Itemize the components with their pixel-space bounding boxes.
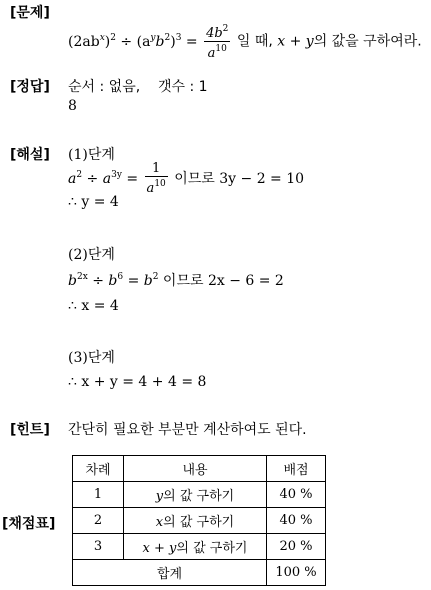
rubric-row-score: 40 %: [267, 508, 326, 534]
rubric-row-score: 20 %: [267, 534, 326, 560]
rubric-row-content: x의 값 구하기: [124, 508, 267, 534]
answer-order: 순서 : 없음,: [68, 79, 141, 95]
hint-label: [힌트]: [10, 422, 50, 438]
step2-title: (2)단계: [68, 247, 115, 263]
rubric-header-row: [73, 456, 326, 482]
rubric-label: [채점표]: [2, 516, 56, 532]
rubric-row-content: y의 값 구하기: [124, 482, 267, 508]
solution-label: [해설]: [10, 147, 50, 163]
problem-statement: [68, 22, 422, 61]
rubric-row-no: 2: [73, 508, 124, 534]
table-row: [73, 534, 326, 560]
step1-line1: $a^2 \div a^{3y}$ = $\frac{1}{a^{10}}$ 이므로 3y − 2 = 10: [68, 161, 305, 196]
problem-target-expr: x + y: [277, 33, 314, 50]
step3-conclusion: ∴ x + y = 4 + 4 = 8: [68, 374, 207, 390]
rubric-total-score: 100 %: [267, 560, 326, 586]
problem-expr: $(2ab^x)^2 \div (a^yb^2)^3$ =: [68, 32, 198, 50]
answer-value: 8: [68, 98, 77, 114]
step2-line1: $b^{2x} \div b^6 = b^2$ 이므로 2x − 6 = 2: [68, 272, 284, 289]
rubric-total-label: 합계: [73, 560, 267, 586]
rubric-header-no: 차례: [73, 456, 124, 482]
step1-fraction: $\frac{1}{a^{10}}$: [146, 161, 166, 196]
rubric-row-no: 1: [73, 482, 124, 508]
rubric-total-row: [73, 560, 326, 586]
step1-conclusion: ∴ y = 4: [68, 194, 119, 210]
rubric-header-score: 배점: [267, 456, 326, 482]
step1-title: (1)단계: [68, 147, 115, 163]
answer-count: 갯수 : 1: [158, 79, 208, 95]
rubric-header-content: 내용: [124, 456, 267, 482]
problem-text-when: 일 때,: [236, 33, 273, 50]
table-row: [73, 482, 326, 508]
step2-conclusion: ∴ x = 4: [68, 298, 119, 314]
hint-text: 간단히 필요한 부분만 계산하여도 된다.: [68, 422, 307, 438]
rubric-row-score: 40 %: [267, 482, 326, 508]
rubric-row-content: x + y의 값 구하기: [124, 534, 267, 560]
rubric-row-no: 3: [73, 534, 124, 560]
rubric-table: [72, 455, 326, 586]
answer-label: [정답]: [10, 79, 50, 95]
step3-title: (3)단계: [68, 350, 115, 366]
problem-fraction: $\frac{4b^2}{a^{10}}$: [206, 24, 229, 61]
table-row: [73, 508, 326, 534]
problem-text-end: 의 값을 구하여라.: [313, 33, 422, 50]
problem-label: [문제]: [10, 5, 50, 21]
